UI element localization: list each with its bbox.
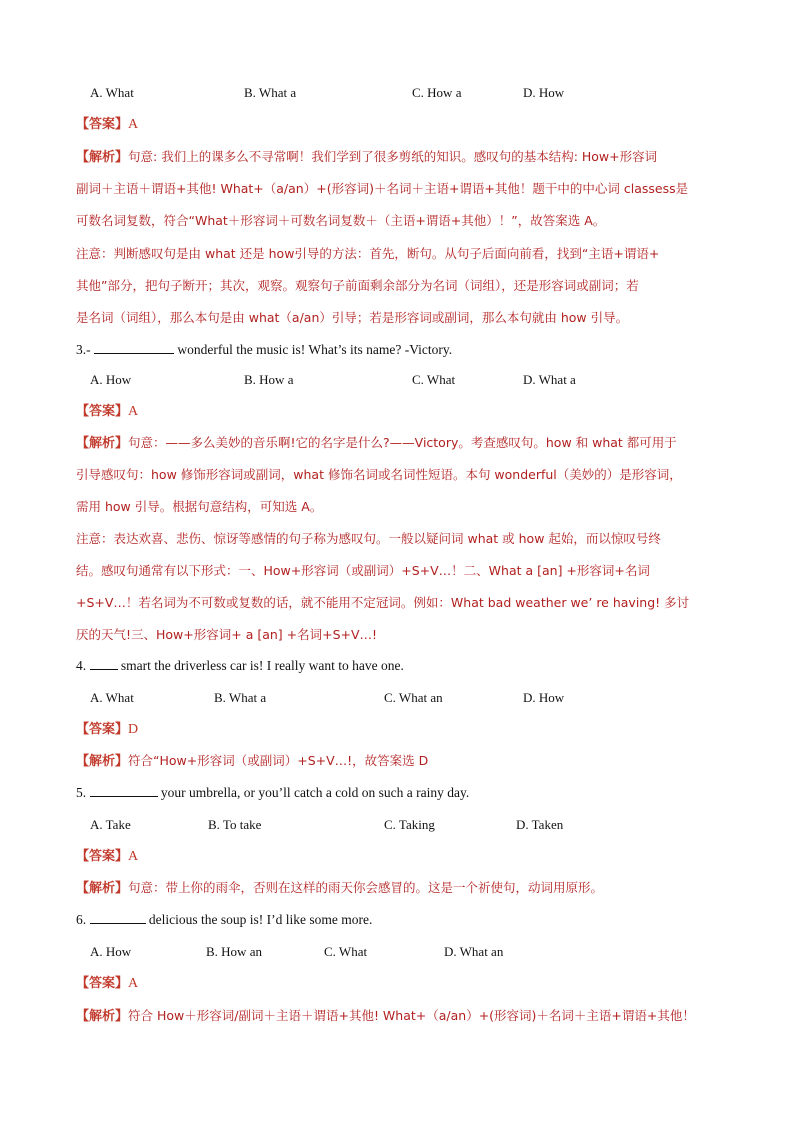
answer-option: A. How — [90, 944, 132, 959]
answer-value: A — [128, 404, 139, 419]
explanation-text: 注意：表达欢喜、悲伤、惊讶等感情的句子称为感叹句。一般以疑问词 what 或 how 起始，而以惊叹号终 — [76, 531, 661, 546]
explanation-line — [76, 879, 603, 898]
explanation-line — [76, 434, 677, 453]
answer-option: D. What an — [444, 944, 504, 959]
answer-blank — [90, 911, 146, 924]
answer-label: 【答案】 — [76, 976, 129, 991]
answer-option: D. How — [523, 690, 565, 705]
answer-label: 【答案】 — [76, 404, 129, 419]
explanation-text: 副词＋主语＋谓语+其他! What+（a/an）+(形容词)＋名词＋主语+谓语+其他！题干中的中心词 classess是 — [76, 181, 689, 196]
answer-option: C. How a — [412, 85, 462, 100]
question-line — [76, 657, 404, 675]
explanation-text: 句意：——多么美妙的音乐啊!它的名字是什么?——Victory。考查感叹句。how 和 what 都可用于 — [128, 435, 677, 450]
question-text: wonderful the music is! What’s its name? -Victory. — [174, 342, 453, 357]
question-line — [76, 784, 469, 802]
answer-value: D — [128, 722, 139, 737]
explanation-label: 【解析】 — [76, 1009, 129, 1024]
answer-option: A. Take — [90, 817, 131, 832]
explanation-line — [76, 245, 659, 263]
explanation-label: 【解析】 — [76, 436, 129, 451]
explanation-line — [76, 277, 639, 295]
explanation-label: 【解析】 — [76, 150, 129, 165]
explanation-line — [76, 498, 322, 516]
explanation-label: 【解析】 — [76, 881, 129, 896]
explanation-line — [76, 466, 682, 484]
question-number: 6. — [76, 912, 90, 927]
explanation-text: 注意：判断感叹句是由 what 还是 how引导的方法：首先，断句。从句子后面向前看，找到“主语+谓语+ — [76, 246, 660, 261]
answer-blank — [90, 784, 158, 797]
answer-option: B. What a — [244, 85, 297, 100]
answer-option: C. Taking — [384, 817, 435, 832]
question-text: delicious the soup is! I’d like some more. — [145, 912, 373, 927]
answer-option: C. What an — [384, 690, 443, 705]
explanation-line — [76, 180, 688, 198]
explanation-line — [76, 148, 657, 167]
explanation-line — [76, 309, 628, 327]
question-text: smart the driverless car is! I really want to have one. — [117, 658, 404, 673]
answer-line — [76, 116, 138, 134]
answer-option: A. How — [90, 372, 132, 387]
explanation-line — [76, 562, 650, 580]
answer-blank — [90, 657, 118, 670]
explanation-line — [76, 752, 428, 771]
answer-option: C. What — [412, 372, 456, 387]
answer-line — [76, 403, 138, 421]
explanation-text: 厌的天气!三、How+形容词+ a [an] +名词+S+V…! — [76, 627, 378, 642]
answer-option: D. How — [523, 85, 565, 100]
explanation-text: 其他”部分，把句子断开；其次，观察。观察句子前面剩余部分为名词（词组），还是形容词或副词；若 — [76, 278, 639, 293]
answer-option: B. To take — [208, 817, 262, 832]
answer-value: A — [128, 976, 139, 991]
answer-label: 【答案】 — [76, 849, 129, 864]
explanation-line — [76, 1007, 695, 1026]
answer-option: B. How an — [206, 944, 262, 959]
question-number: 4. — [76, 658, 90, 673]
answer-line — [76, 975, 138, 993]
answer-value: A — [128, 117, 139, 132]
explanation-text: 引导感叹句：how 修饰形容词或副词，what 修饰名词或名词性短语。本句 wonderful（美妙的）是形容词， — [76, 467, 682, 482]
explanation-text: 需用 how 引导。根据句意结构，可知选 A。 — [76, 499, 323, 514]
explanation-text: 句意：带上你的雨伞，否则在这样的雨天你会感冒的。这是一个祈使句，动词用原形。 — [128, 880, 604, 895]
answer-blank — [94, 341, 174, 354]
answer-label: 【答案】 — [76, 722, 129, 737]
explanation-text: 是名词（词组），那么本句是由 what（a/an）引导；若是形容词或副词，那么本句就由 how 引导。 — [76, 310, 629, 325]
explanation-text: 结。感叹句通常有以下形式：一、How+形容词（或副词）+S+V…！二、What a [an] +形容词+名词 — [76, 563, 650, 578]
question-line — [76, 911, 372, 929]
answer-option: B. How a — [244, 372, 294, 387]
explanation-text: 句意: 我们上的课多么不寻常啊！我们学到了很多剪纸的知识。感叹句的基本结构: How+形容词 — [128, 149, 658, 164]
explanation-line — [76, 594, 689, 612]
explanation-text: +S+V…！若名词为不可数或复数的话，就不能用不定冠词。例如：What bad weather we’ re having! 多讨 — [76, 595, 690, 610]
answer-line — [76, 721, 138, 739]
question-number: 5. — [76, 785, 90, 800]
answer-option: D. Taken — [516, 817, 564, 832]
answer-option: C. What — [324, 944, 368, 959]
question-number: 3.- — [76, 342, 94, 357]
answer-label: 【答案】 — [76, 117, 129, 132]
explanation-line — [76, 530, 661, 548]
explanation-text: 符合 How＋形容词/副词＋主语＋谓语+其他! What+（a/an）+(形容词)＋名词＋主语+谓语+其他！ — [128, 1008, 695, 1023]
explanation-label: 【解析】 — [76, 754, 129, 769]
answer-option: A. What — [90, 690, 134, 705]
answer-value: A — [128, 849, 139, 864]
answer-option: D. What a — [523, 372, 576, 387]
explanation-text: 符合“How+形容词（或副词）+S+V…!，故答案选 D — [128, 753, 429, 768]
question-text: your umbrella, or you’ll catch a cold on such a rainy day. — [157, 785, 470, 800]
explanation-line — [76, 626, 377, 644]
answer-line — [76, 848, 138, 866]
explanation-text: 可数名词复数，符合“What＋形容词＋可数名词复数＋（主语+谓语+其他）！”，故答案选 A。 — [76, 213, 606, 228]
explanation-line — [76, 212, 605, 230]
answer-option: A. What — [90, 85, 134, 100]
answer-option: B. What a — [214, 690, 267, 705]
question-line — [76, 341, 452, 359]
